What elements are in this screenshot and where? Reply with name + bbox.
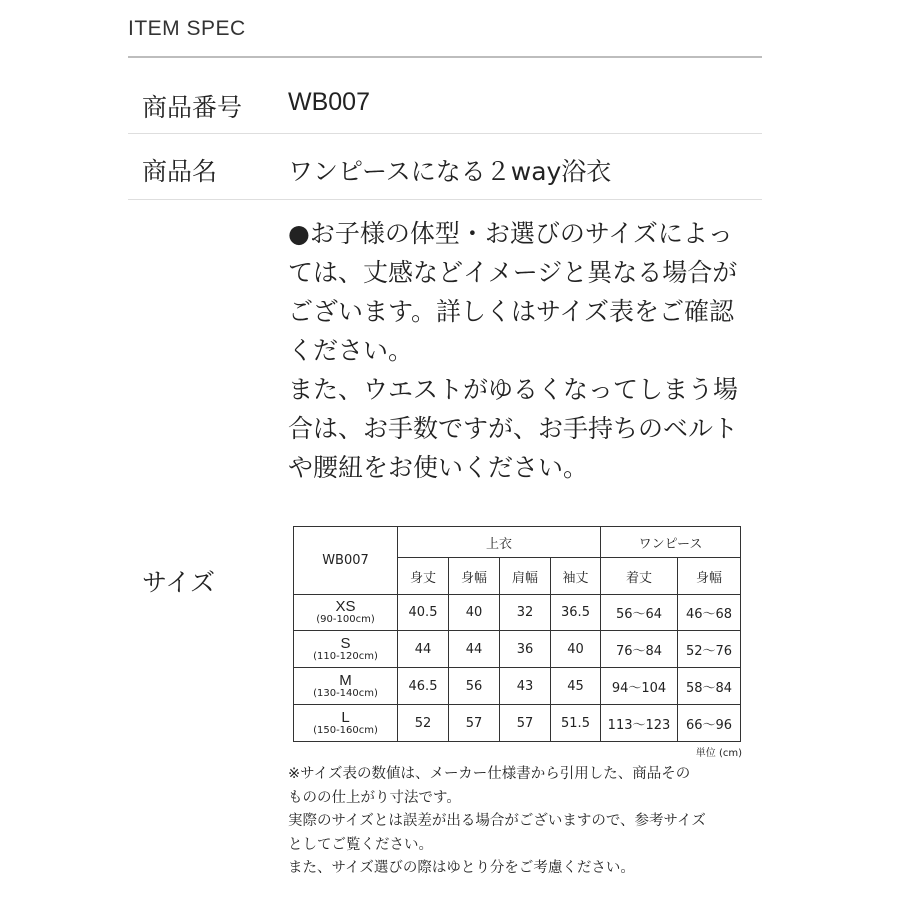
table-cell: 40: [551, 631, 601, 668]
size-name: M: [339, 671, 352, 689]
group-header-top: 上衣: [398, 527, 601, 558]
note-line: や腰紐をお使いください。: [288, 453, 589, 482]
size-name: S: [340, 634, 351, 652]
table-cell: 43: [500, 668, 551, 705]
row-divider: [128, 133, 762, 134]
table-cell: 44: [398, 631, 449, 668]
table-cell: 40.5: [398, 595, 449, 631]
col-header: 肩幅: [500, 558, 551, 595]
item-name-label: 商品名: [142, 157, 218, 186]
size-range: (150-160cm): [313, 724, 378, 736]
table-row: [294, 595, 741, 631]
item-name-value: ワンピースになる２way浴衣: [288, 157, 612, 186]
note-line: また、ウエストがゆるくなってしまう場: [288, 375, 739, 404]
table-cell: 58〜84: [678, 668, 741, 705]
table-cell: 56: [449, 668, 500, 705]
col-header: 身幅: [678, 558, 741, 595]
size-range: (130-140cm): [313, 687, 378, 699]
table-corner: WB007: [294, 527, 398, 595]
table-cell: 44: [449, 631, 500, 668]
note-line: ては、丈感などイメージと異なる場合が: [288, 258, 738, 287]
fine-line: ※サイズ表の数値は、メーカー仕様書から引用した、商品その: [288, 766, 691, 782]
table-cell: 46〜68: [678, 595, 741, 631]
table-cell: 40: [449, 595, 500, 631]
col-header: 着丈: [601, 558, 678, 595]
table-row: [294, 631, 741, 668]
size-range: (90-100cm): [316, 614, 375, 626]
table-cell: 76〜84: [601, 631, 678, 668]
table-cell: 57: [449, 705, 500, 742]
note-line: ください。: [288, 336, 414, 365]
unit-label: 単位 (cm): [695, 748, 742, 759]
item-number-label: 商品番号: [142, 93, 243, 122]
col-header: 袖丈: [551, 558, 601, 595]
size-name: L: [341, 708, 350, 726]
row-divider: [128, 199, 762, 200]
size-range: (110-120cm): [313, 650, 378, 662]
size-table: [293, 526, 741, 742]
table-cell: 51.5: [551, 705, 601, 742]
fine-print: [288, 763, 768, 881]
size-cell: [294, 595, 398, 631]
col-header: 身幅: [449, 558, 500, 595]
table-row: [294, 668, 741, 705]
title-divider: [128, 56, 762, 58]
size-label: サイズ: [142, 568, 216, 597]
table-cell: 94〜104: [601, 668, 678, 705]
size-cell: [294, 705, 398, 742]
section-title: ITEM SPEC: [128, 17, 246, 40]
table-cell: 52: [398, 705, 449, 742]
table-cell: 36: [500, 631, 551, 668]
size-cell: [294, 631, 398, 668]
table-cell: 113〜123: [601, 705, 678, 742]
table-cell: 45: [551, 668, 601, 705]
table-cell: 52〜76: [678, 631, 741, 668]
size-name: XS: [335, 598, 356, 616]
table-row: [294, 705, 741, 742]
table-cell: 36.5: [551, 595, 601, 631]
item-number-value: WB007: [288, 88, 370, 116]
fine-line: 実際のサイズとは誤差が出る場合がございますので、参考サイズ: [288, 813, 706, 829]
table-cell: 57: [500, 705, 551, 742]
size-cell: [294, 668, 398, 705]
fine-line: としてご覧ください。: [288, 836, 433, 853]
group-header-dress: ワンピース: [601, 527, 741, 558]
note-line: ●お子様の体型・お選びのサイズによっ: [288, 219, 733, 248]
table-cell: 32: [500, 595, 551, 631]
fine-line: ものの仕上がり寸法です。: [288, 789, 461, 806]
col-header: 身丈: [398, 558, 449, 595]
table-cell: 46.5: [398, 668, 449, 705]
table-cell: 66〜96: [678, 705, 741, 742]
note-line: 合は、お手数ですが、お手持ちのベルト: [288, 414, 739, 443]
size-note: [288, 214, 758, 487]
fine-line: また、サイズ選びの際はゆとり分をご考慮ください。: [288, 860, 635, 876]
note-line: ございます。詳しくはサイズ表をご確認: [288, 297, 735, 326]
table-cell: 56〜64: [601, 595, 678, 631]
